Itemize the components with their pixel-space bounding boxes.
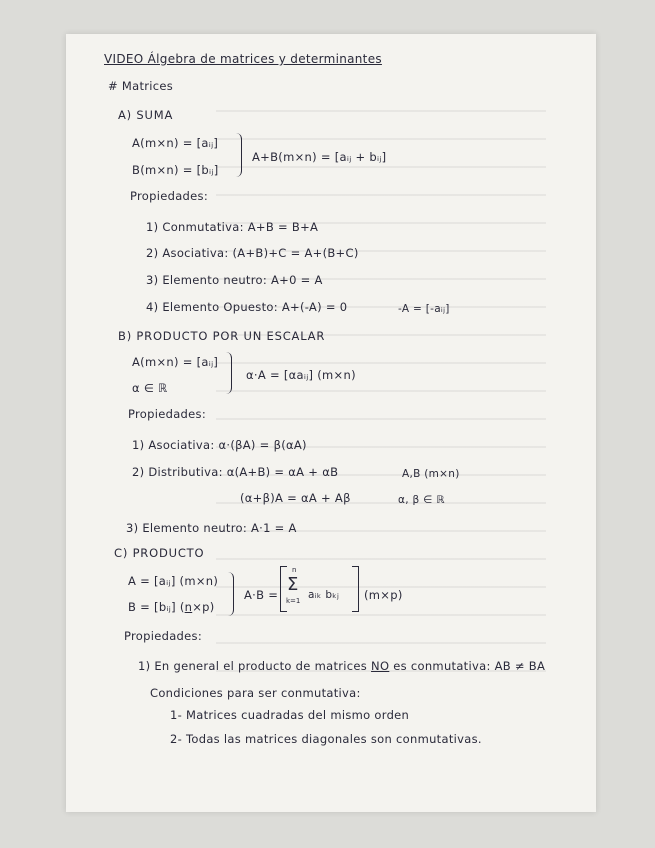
condition-2: 2- Todas las matrices diagonales son conmutativas. [170,732,482,746]
sigma-icon: Σ [287,574,299,595]
escalar-prop-1: 1) Asociativa: α·(βA) = β(αA) [132,438,307,452]
escalar-prop-2: 2) Distributiva: α(A+B) = αA + αB [132,465,339,479]
escalar-prop-2b: (α+β)A = αA + Aβ [240,491,351,505]
suma-prop-1: 1) Conmutativa: A+B = B+A [146,220,319,234]
producto-def-b-end: ×p) [192,600,215,614]
suma-prop-2: 2) Asociativa: (A+B)+C = A+(B+C) [146,246,359,260]
producto-heading: C) PRODUCTO [114,546,205,560]
escalar-brace [226,352,232,394]
page-title: VIDEO Álgebra de matrices y determinantes [104,52,382,66]
suma-props-label: Propiedades: [130,189,209,203]
producto-result-suffix: (m×p) [364,588,403,602]
suma-result: A+B(m×n) = [aᵢⱼ + bᵢⱼ] [252,150,387,164]
producto-prop-1-no: NO [371,659,390,673]
escalar-result: α·A = [αaᵢⱼ] (m×n) [246,368,356,382]
producto-result-prefix: A·B = [244,588,279,602]
section-heading-matrices: # Matrices [108,79,174,93]
escalar-def-alpha: α ∈ ℝ [132,381,168,395]
escalar-prop-3: 3) Elemento neutro: A·1 = A [126,521,297,535]
producto-def-a: A = [aᵢⱼ] (m×n) [128,574,219,588]
suma-prop-4: 4) Elemento Opuesto: A+(-A) = 0 [146,300,348,314]
producto-prop-1-start: 1) En general el producto de matrices [138,659,372,673]
suma-prop-3: 3) Elemento neutro: A+0 = A [146,273,323,287]
producto-brace [228,572,234,616]
producto-prop-1-end: es conmutativa: [389,659,491,673]
escalar-heading: B) PRODUCTO POR UN ESCALAR [118,329,326,343]
suma-brace [236,133,242,177]
producto-prop-1 [138,659,545,673]
escalar-prop-2b-note: α, β ∈ ℝ [398,494,445,506]
producto-bracket-left [280,566,287,612]
escalar-props-label: Propiedades: [128,407,207,421]
escalar-def-a: A(m×n) = [aᵢⱼ] [132,355,219,369]
suma-opuesto-note: -A = [-aᵢⱼ] [398,303,450,315]
condition-1: 1- Matrices cuadradas del mismo orden [170,708,410,722]
suma-heading: A) SUMA [118,108,174,122]
producto-bracket-right [352,566,359,612]
producto-props-label: Propiedades: [124,629,203,643]
producto-def-b [128,600,215,614]
sum-term: aᵢₖ bₖⱼ [308,589,340,601]
sum-lower-limit: k=1 [286,597,301,605]
conditions-label: Condiciones para ser conmutativa: [150,686,361,700]
escalar-prop-2-note: A,B (m×n) [402,468,460,480]
producto-prop-1-ineq: AB ≠ BA [494,659,546,673]
sum-upper-limit: n [292,566,297,574]
suma-def-b: B(m×n) = [bᵢⱼ] [132,163,219,177]
producto-def-b-start: B = [bᵢⱼ] ( [128,600,185,614]
suma-def-a: A(m×n) = [aᵢⱼ] [132,136,219,150]
producto-def-b-n: n [184,600,193,614]
